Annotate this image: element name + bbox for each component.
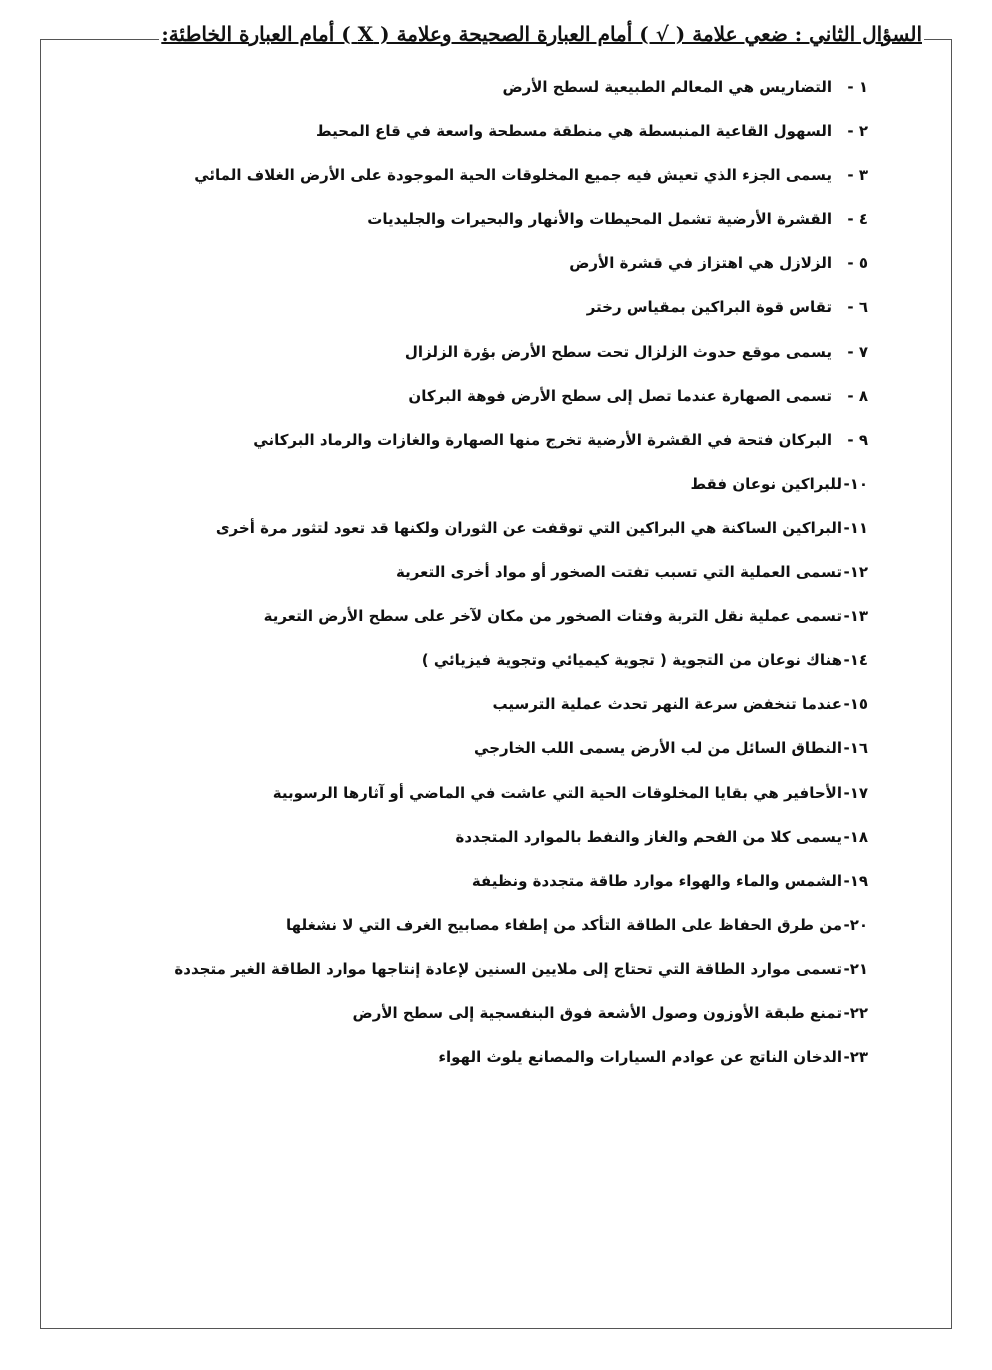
item-number: ٢٣- xyxy=(843,1048,868,1067)
list-item xyxy=(174,647,868,691)
item-number: ٥ - xyxy=(847,254,868,273)
list-item xyxy=(174,515,868,559)
item-number: ١٠- xyxy=(843,474,868,493)
list-item xyxy=(174,162,868,206)
item-text: للبراكين نوعان فقط xyxy=(690,474,842,493)
item-text: تقاس قوة البراكين بمقياس رختر xyxy=(586,298,832,317)
item-text: الأحافير هي بقايا المخلوقات الحية التي عاشت في الماضي أو آثارها الرسوبية xyxy=(272,783,842,802)
list-item xyxy=(174,956,868,1000)
item-text: عندما تنخفض سرعة النهر تحدث عملية الترسيب xyxy=(492,695,842,714)
list-item xyxy=(174,471,868,515)
item-text: السهول القاعية المنبسطة هي منطقة مسطحة واسعة في قاع المحيط xyxy=(316,122,832,141)
item-number: ١٣- xyxy=(843,607,868,626)
list-item xyxy=(174,912,868,956)
list-item xyxy=(174,339,868,383)
item-text: القشرة الأرضية تشمل المحيطات والأنهار والبحيرات والجليديات xyxy=(367,210,832,229)
item-number: ١٢- xyxy=(843,563,868,582)
item-text: الدخان الناتج عن عوادم السيارات والمصانع يلوث الهواء xyxy=(438,1048,842,1067)
list-item xyxy=(174,1000,868,1044)
list-item xyxy=(174,824,868,868)
item-text: تسمى موارد الطاقة التي تحتاج إلى ملايين السنين لإعادة إنتاجها موارد الطاقة الغير متجددة xyxy=(174,959,842,978)
item-text: التضاريس هي المعالم الطبيعية لسطح الأرض xyxy=(502,78,832,96)
list-item xyxy=(174,868,868,912)
item-text: يسمى الجزء الذي تعيش فيه جميع المخلوقات الحية الموجودة على الأرض الغلاف المائي xyxy=(194,166,832,185)
list-item xyxy=(174,691,868,735)
item-text: الزلازل هي اهتزاز في قشرة الأرض xyxy=(569,254,832,273)
list-item xyxy=(174,206,868,250)
item-number: ٩ - xyxy=(847,430,868,449)
item-number: ١٥- xyxy=(843,695,868,714)
item-text: النطاق السائل من لب الأرض يسمى اللب الخارجي xyxy=(474,739,842,758)
item-number: ٤ - xyxy=(847,210,868,229)
statement-list xyxy=(174,74,868,1088)
item-text: يسمى موقع حدوث الزلزال تحت سطح الأرض بؤرة الزلزال xyxy=(404,342,832,361)
list-item xyxy=(174,559,868,603)
item-number: ١٨- xyxy=(843,827,868,846)
item-text: الشمس والماء والهواء موارد طاقة متجددة ونظيفة xyxy=(471,871,842,890)
item-number: ١٩- xyxy=(843,871,868,890)
list-item xyxy=(174,74,868,118)
item-number: ٣ - xyxy=(847,166,868,185)
item-number: ٧ - xyxy=(847,342,868,361)
list-item xyxy=(174,1044,868,1088)
list-item xyxy=(174,780,868,824)
item-number: ١٤- xyxy=(843,651,868,670)
item-text: هناك نوعان من التجوية ( تجوية كيميائي وتجوية فيزيائي ) xyxy=(421,651,842,670)
item-number: ٢ - xyxy=(847,122,868,141)
question-title: السؤال الثاني : ضعي علامة ( √ ) أمام العبارة الصحيحة وعلامة ( X ) أمام العبارة الخاطئة: xyxy=(161,22,922,46)
item-number: ٦ - xyxy=(847,298,868,317)
item-number: ٢٢- xyxy=(843,1003,868,1022)
item-number: ١ - xyxy=(847,78,868,96)
item-text: البراكين الساكنة هي البراكين التي توقفت عن الثوران ولكنها قد تعود لتثور مرة أخرى xyxy=(215,518,842,537)
item-number: ١١- xyxy=(843,518,868,537)
item-text: تسمى الصهارة عندما تصل إلى سطح الأرض فوهة البركان xyxy=(408,386,832,405)
list-item xyxy=(174,250,868,294)
list-item xyxy=(174,294,868,338)
item-number: ١٦- xyxy=(843,739,868,758)
item-text: تسمى العملية التي تسبب تفتت الصخور أو مواد أخرى التعرية xyxy=(395,563,842,582)
list-item xyxy=(174,603,868,647)
list-item xyxy=(174,383,868,427)
item-text: تمنع طبقة الأوزون وصول الأشعة فوق البنفسجية إلى سطح الأرض xyxy=(352,1003,842,1022)
list-item xyxy=(174,427,868,471)
item-text: يسمى كلا من الفحم والغاز والنفط بالموارد المتجددة xyxy=(455,827,842,846)
item-text: تسمى عملية نقل التربة وفتات الصخور من مكان لآخر على سطح الأرض التعرية xyxy=(263,607,842,626)
item-number: ١٧- xyxy=(843,783,868,802)
item-number: ٢٠- xyxy=(843,915,868,934)
item-text: البركان فتحة في القشرة الأرضية تخرج منها الصهارة والغازات والرماد البركاني xyxy=(253,430,832,449)
item-number: ٨ - xyxy=(847,386,868,405)
list-item xyxy=(174,735,868,779)
item-number: ٢١- xyxy=(843,959,868,978)
item-text: من طرق الحفاظ على الطاقة التأكد من إطفاء مصابيح الغرف التي لا نشغلها xyxy=(286,915,842,934)
list-item xyxy=(174,118,868,162)
